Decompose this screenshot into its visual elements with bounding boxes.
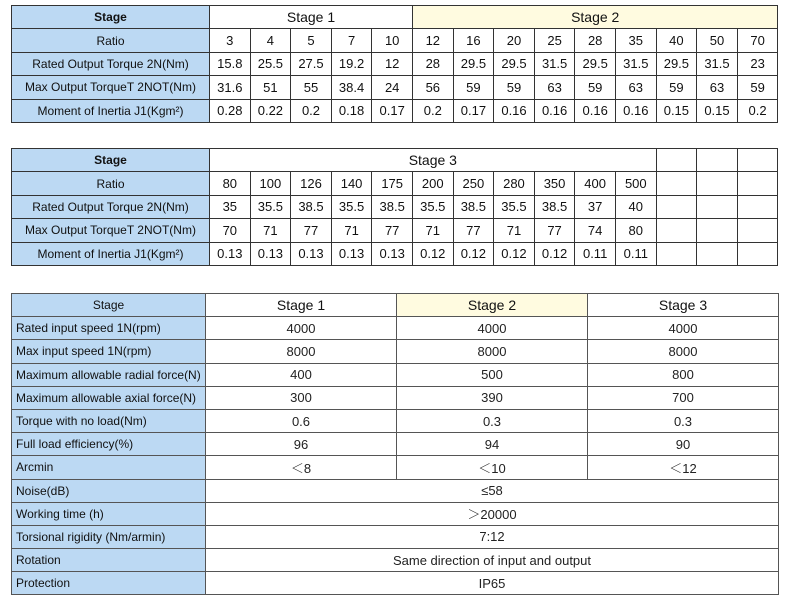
table-row	[12, 219, 778, 242]
stage-header-label: Stage	[12, 6, 210, 29]
table-cell	[697, 242, 738, 265]
table-cell: 35.5	[412, 195, 453, 218]
empty-cell	[697, 149, 738, 172]
stage-2-header: Stage 2	[413, 6, 778, 29]
row-label: Ratio	[12, 29, 210, 52]
stage-3-header: Stage 3	[210, 149, 657, 172]
table-cell: 250	[453, 172, 494, 195]
table-row	[12, 363, 779, 386]
table-cell: 4000	[397, 317, 588, 340]
table-cell: 29.5	[453, 52, 494, 75]
table-cell: Same direction of input and output	[206, 549, 779, 572]
table-cell: 8000	[588, 340, 779, 363]
table-cell: 5	[291, 29, 332, 52]
table-cell: 27.5	[291, 52, 332, 75]
table-cell: 38.5	[291, 195, 332, 218]
row-label: Working time (h)	[12, 502, 206, 525]
table-cell: 35	[210, 195, 251, 218]
table-cell: 140	[331, 172, 372, 195]
row-label: Torsional rigidity (Nm/armin)	[12, 525, 206, 548]
table-cell	[697, 172, 738, 195]
table-cell: 40	[656, 29, 697, 52]
table-cell: 40	[615, 195, 656, 218]
table-cell: 59	[494, 76, 535, 99]
stage-header-label: Stage	[12, 294, 206, 317]
table-cell: 0.12	[494, 242, 535, 265]
table-cell: 37	[575, 195, 616, 218]
table-cell	[737, 242, 778, 265]
table-cell: 28	[575, 29, 616, 52]
table-cell: 77	[372, 219, 413, 242]
table-cell: 4000	[206, 317, 397, 340]
table-row	[12, 149, 778, 172]
table-cell: 74	[575, 219, 616, 242]
table-row	[12, 6, 778, 29]
table-row	[12, 409, 779, 432]
table-cell: 51	[250, 76, 291, 99]
table-cell: 35	[615, 29, 656, 52]
table-cell: ≤58	[206, 479, 779, 502]
table-cell: 0.13	[210, 242, 251, 265]
table-cell: 390	[397, 386, 588, 409]
row-label: Max Output TorqueT 2NOT(Nm)	[12, 76, 210, 99]
table-cell: 63	[534, 76, 575, 99]
table-cell: 12	[413, 29, 454, 52]
table-cell: 8000	[206, 340, 397, 363]
table-cell: 25	[534, 29, 575, 52]
table-cell: 59	[737, 76, 778, 99]
table-cell: 70	[737, 29, 778, 52]
empty-cell	[737, 149, 778, 172]
table-cell: 0.22	[250, 99, 291, 122]
table-cell: 77	[291, 219, 332, 242]
table-cell: 4000	[588, 317, 779, 340]
table-cell	[697, 195, 738, 218]
table-row	[12, 340, 779, 363]
table-row	[12, 525, 779, 548]
table-cell: 0.18	[331, 99, 372, 122]
table-row	[12, 52, 778, 75]
table-row	[12, 433, 779, 456]
table-row	[12, 76, 778, 99]
table-row	[12, 502, 779, 525]
table-cell: 31.5	[615, 52, 656, 75]
table-cell: 0.15	[697, 99, 738, 122]
table-cell: 94	[397, 433, 588, 456]
row-label: Rotation	[12, 549, 206, 572]
table-cell: 24	[372, 76, 413, 99]
table-cell: 55	[291, 76, 332, 99]
stage-1-header: Stage 1	[210, 6, 413, 29]
table-cell	[737, 172, 778, 195]
table-cell: IP65	[206, 572, 779, 595]
table-cell: 0.16	[494, 99, 535, 122]
table-cell: 35.5	[331, 195, 372, 218]
table-cell: 126	[291, 172, 332, 195]
row-label: Full load efficiency(%)	[12, 433, 206, 456]
table-cell: 23	[737, 52, 778, 75]
table-cell: 500	[397, 363, 588, 386]
table-row	[12, 572, 779, 595]
table-cell: 77	[534, 219, 575, 242]
row-label: Moment of Inertia J1(Kgm²)	[12, 99, 210, 122]
table-cell: 8000	[397, 340, 588, 363]
table-cell	[656, 219, 697, 242]
table-cell: 0.11	[575, 242, 616, 265]
table-cell: 0.15	[656, 99, 697, 122]
table-row	[12, 294, 779, 317]
row-label: Torque with no load(Nm)	[12, 409, 206, 432]
table-row	[12, 195, 778, 218]
table-row	[12, 172, 778, 195]
table-cell: 0.2	[413, 99, 454, 122]
table-cell: 0.12	[453, 242, 494, 265]
table-cell: 500	[615, 172, 656, 195]
row-label: Arcmin	[12, 456, 206, 479]
table-cell: 71	[494, 219, 535, 242]
stage-2-header: Stage 2	[397, 294, 588, 317]
table-cell: 20	[494, 29, 535, 52]
table-cell: 10	[372, 29, 413, 52]
table-cell: 29.5	[575, 52, 616, 75]
table-cell: 12	[372, 52, 413, 75]
table-row	[12, 99, 778, 122]
row-label: Rated Output Torque 2N(Nm)	[12, 52, 210, 75]
table-cell: 29.5	[656, 52, 697, 75]
table-cell: 56	[413, 76, 454, 99]
row-label: Protection	[12, 572, 206, 595]
table-cell: 16	[453, 29, 494, 52]
table-cell: 31.6	[210, 76, 251, 99]
table-cell: 31.5	[534, 52, 575, 75]
table-cell	[656, 195, 697, 218]
table-cell: 38.5	[372, 195, 413, 218]
table-cell: 0.17	[372, 99, 413, 122]
table-cell: 0.17	[453, 99, 494, 122]
table-cell: 0.2	[737, 99, 778, 122]
table-row	[12, 317, 779, 340]
row-label: Rated input speed 1N(rpm)	[12, 317, 206, 340]
stage-header-label: Stage	[12, 149, 210, 172]
table-cell: 59	[575, 76, 616, 99]
table-cell: 71	[250, 219, 291, 242]
table-cell: 50	[697, 29, 738, 52]
table-cell: 15.8	[210, 52, 251, 75]
row-label: Noise(dB)	[12, 479, 206, 502]
table-cell	[697, 219, 738, 242]
table-row	[12, 549, 779, 572]
ratio-table-stage-3	[11, 148, 778, 266]
row-label: Max Output TorqueT 2NOT(Nm)	[12, 219, 210, 242]
table-cell: 4	[250, 29, 291, 52]
general-spec-table	[11, 293, 779, 595]
table-cell: 800	[588, 363, 779, 386]
table-cell	[656, 242, 697, 265]
stage-1-header: Stage 1	[206, 294, 397, 317]
row-label: Maximum allowable axial force(N)	[12, 386, 206, 409]
table-cell: 100	[250, 172, 291, 195]
table-cell: 0.16	[615, 99, 656, 122]
table-cell: 3	[210, 29, 251, 52]
table-cell: ＜12	[588, 456, 779, 479]
table-cell: 25.5	[250, 52, 291, 75]
table-row	[12, 242, 778, 265]
table-cell: 63	[697, 76, 738, 99]
table-cell: 0.3	[588, 409, 779, 432]
table-cell: 38.4	[331, 76, 372, 99]
table-cell: 29.5	[494, 52, 535, 75]
row-label: Ratio	[12, 172, 210, 195]
table-cell: 280	[494, 172, 535, 195]
row-label: Max input speed 1N(rpm)	[12, 340, 206, 363]
table-cell: 700	[588, 386, 779, 409]
table-cell: 28	[413, 52, 454, 75]
table-cell: 0.12	[534, 242, 575, 265]
ratio-table-stage-1-2	[11, 5, 778, 123]
table-cell: 77	[453, 219, 494, 242]
table-cell: 7	[331, 29, 372, 52]
table-cell: 7:12	[206, 525, 779, 548]
table-cell: ＜8	[206, 456, 397, 479]
table-cell: 0.3	[397, 409, 588, 432]
table-cell	[737, 195, 778, 218]
table-cell: 96	[206, 433, 397, 456]
table-cell: 63	[615, 76, 656, 99]
table-cell: 0.12	[412, 242, 453, 265]
table-cell: ＜10	[397, 456, 588, 479]
table-cell: 0.13	[250, 242, 291, 265]
table-row	[12, 29, 778, 52]
table-cell: 59	[453, 76, 494, 99]
table-row	[12, 456, 779, 479]
table-cell: 175	[372, 172, 413, 195]
table-cell: 35.5	[250, 195, 291, 218]
table-cell: 38.5	[453, 195, 494, 218]
row-label: Rated Output Torque 2N(Nm)	[12, 195, 210, 218]
table-cell: 70	[210, 219, 251, 242]
table-cell	[737, 219, 778, 242]
row-label: Moment of Inertia J1(Kgm²)	[12, 242, 210, 265]
table-cell: 38.5	[534, 195, 575, 218]
table-cell: 0.11	[615, 242, 656, 265]
table-cell: 400	[206, 363, 397, 386]
table-cell: 0.16	[575, 99, 616, 122]
table-cell: 400	[575, 172, 616, 195]
table-cell: 19.2	[331, 52, 372, 75]
table-cell: 0.13	[331, 242, 372, 265]
table-cell: 0.16	[534, 99, 575, 122]
table-cell: 35.5	[494, 195, 535, 218]
table-cell	[656, 172, 697, 195]
table-cell: 350	[534, 172, 575, 195]
table-cell: 71	[331, 219, 372, 242]
table-cell: 300	[206, 386, 397, 409]
table-cell: 0.2	[291, 99, 332, 122]
table-cell: 71	[412, 219, 453, 242]
table-cell: 0.13	[372, 242, 413, 265]
table-cell: 80	[210, 172, 251, 195]
table-cell: 200	[412, 172, 453, 195]
table-cell: 90	[588, 433, 779, 456]
table-cell: 0.6	[206, 409, 397, 432]
table-cell: 0.28	[210, 99, 251, 122]
table-cell: ＞20000	[206, 502, 779, 525]
stage-3-header: Stage 3	[588, 294, 779, 317]
table-cell: 0.13	[291, 242, 332, 265]
table-cell: 80	[615, 219, 656, 242]
table-row	[12, 479, 779, 502]
empty-cell	[656, 149, 697, 172]
table-row	[12, 386, 779, 409]
row-label: Maximum allowable radial force(N)	[12, 363, 206, 386]
table-cell: 59	[656, 76, 697, 99]
table-cell: 31.5	[697, 52, 738, 75]
